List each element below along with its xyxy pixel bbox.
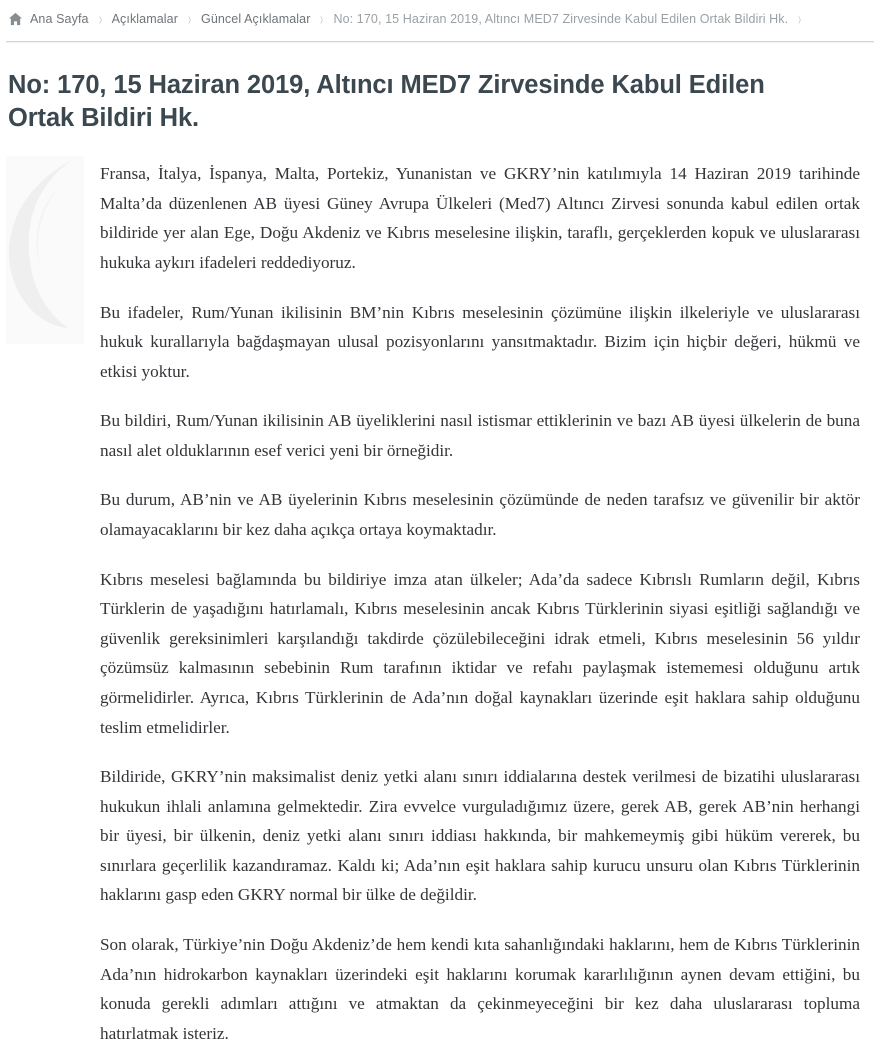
article-paragraph: Bu ifadeler, Rum/Yunan ikilisinin BM’nin Kıbrıs meselesinin çözümüne ilişkin ilkeleriyle ve uluslararası hukuk kurallarıyla bağdaşmayan ulusal pozisyonlarını yansıtmaktadır. Bizim için hiçbir değeri, hükmü ve etkisi yoktur. bbox=[100, 302, 860, 381]
article-paragraph: Fransa, İtalya, İspanya, Malta, Portekiz, Yunanistan ve GKRY’nin katılımıyla 14 Haziran 2019 tarihinde Malta’da düzenlenen AB üyesi Güney Avrupa Ülkeleri (Med7) Altıncı Zirvesi sonunda kabul edilen ortak bildiride yer alan Ege, Doğu Akdeniz ve Kıbrıs meselesine ilişkin, taraflı, gerçeklerden kopuk ve uluslararası hukuka aykırı ifadeleri reddediyoruz. bbox=[100, 164, 860, 273]
breadcrumb-separator-icon: › bbox=[798, 8, 802, 30]
breadcrumb-item-current: No: 170, 15 Haziran 2019, Altıncı MED7 Zirvesinde Kabul Edilen Ortak Bildiri Hk. bbox=[333, 12, 789, 26]
article-paragraph: Kıbrıs meselesi bağlamında bu bildiriye imza atan ülkeler; Ada’da sadece Kıbrıslı Rumların değil, Kıbrıs Türklerin de yaşadığını hatırlamalı, Kıbrıs meselesinin ancak Kıbrıs Türklerinin siyasi eşitliği sağlandığı ve güvenlik gereksinimleri karşılandığı takdirde çözülebileceğini idrak etmeli, Kıbrıs meselesinin 56 yıldır çözümsüz kalmasının sebebinin Rum tarafının iktidar ve refahı paylaşmak istememesi olduğunu artık görmelidirler. Ayrıca, Kıbrıs Türklerinin de Ada’nın doğal kaynakları üzerinde eşit haklara sahip olduğunu teslim etmelidirler. bbox=[100, 569, 860, 737]
breadcrumb-item-guncel-aciklamalar[interactable]: Güncel Açıklamalar bbox=[201, 12, 311, 26]
breadcrumb bbox=[0, 0, 880, 38]
article-paragraph: Bu durum, AB’nin ve AB üyelerinin Kıbrıs meselesinin çözümünde de neden tarafsız ve güvenilir bir aktör olamayacaklarını bir kez daha açıkça ortaya koymaktadır. bbox=[100, 490, 860, 540]
breadcrumb-separator-icon: › bbox=[320, 8, 324, 30]
breadcrumb-divider bbox=[6, 41, 874, 42]
breadcrumb-separator-icon: › bbox=[187, 8, 192, 30]
article-paragraph: Bildiride, GKRY’nin maksimalist deniz yetki alanı sınırı iddialarına destek verilmesi de bizatihi uluslararası hukukun ihlali anlamına gelmektedir. Zira evvelce vurguladığımız üzere, gerek AB, gerek AB’nin herhangi bir üyesi, bir ülkenin, deniz yetki alanı sınırı iddiası hakkında, bir mahkemeymiş gibi hüküm vererek, bu sınırlara geçerlilik kazandıramaz. Kaldı ki; Ada’nın eşit haklara sahip kurucu unsuru olan Kıbrıs Türklerinin haklarını gasp eden GKRY normal bir ülke de değildir. bbox=[100, 767, 860, 905]
article-paragraph: Son olarak, Türkiye’nin Doğu Akdeniz’de hem kendi kıta sahanlığındaki haklarını, hem de Kıbrıs Türklerinin Ada’nın hidrokarbon kaynakları üzerindeki eşit haklarını korumak kararlılığının aynen devam ettiğini, bu konuda gerekli adımları attığını ve atmaktan da çekinmeyeceğini bir kez daha uluslararası topluma hatırlatmak isteriz. bbox=[100, 935, 860, 1043]
page-title: No: 170, 15 Haziran 2019, Altıncı MED7 Zirvesinde Kabul Edilen Ortak Bildiri Hk. bbox=[8, 71, 765, 133]
breadcrumb-item-ana-sayfa[interactable]: Ana Sayfa bbox=[30, 12, 89, 26]
article-paragraph: Bu bildiri, Rum/Yunan ikilisinin AB üyeliklerini nasıl istismar ettiklerinin ve bazı AB üyesi ülkelerin de buna nasıl alet olduklarının esef verici yeni bir örneğidir. bbox=[100, 411, 860, 460]
breadcrumb-item-aciklamalar[interactable]: Açıklamalar bbox=[111, 12, 178, 26]
home-icon[interactable] bbox=[8, 12, 23, 26]
breadcrumb-separator-icon: › bbox=[98, 8, 102, 30]
article-body bbox=[100, 159, 860, 1048]
page-watermark bbox=[2, 150, 88, 350]
